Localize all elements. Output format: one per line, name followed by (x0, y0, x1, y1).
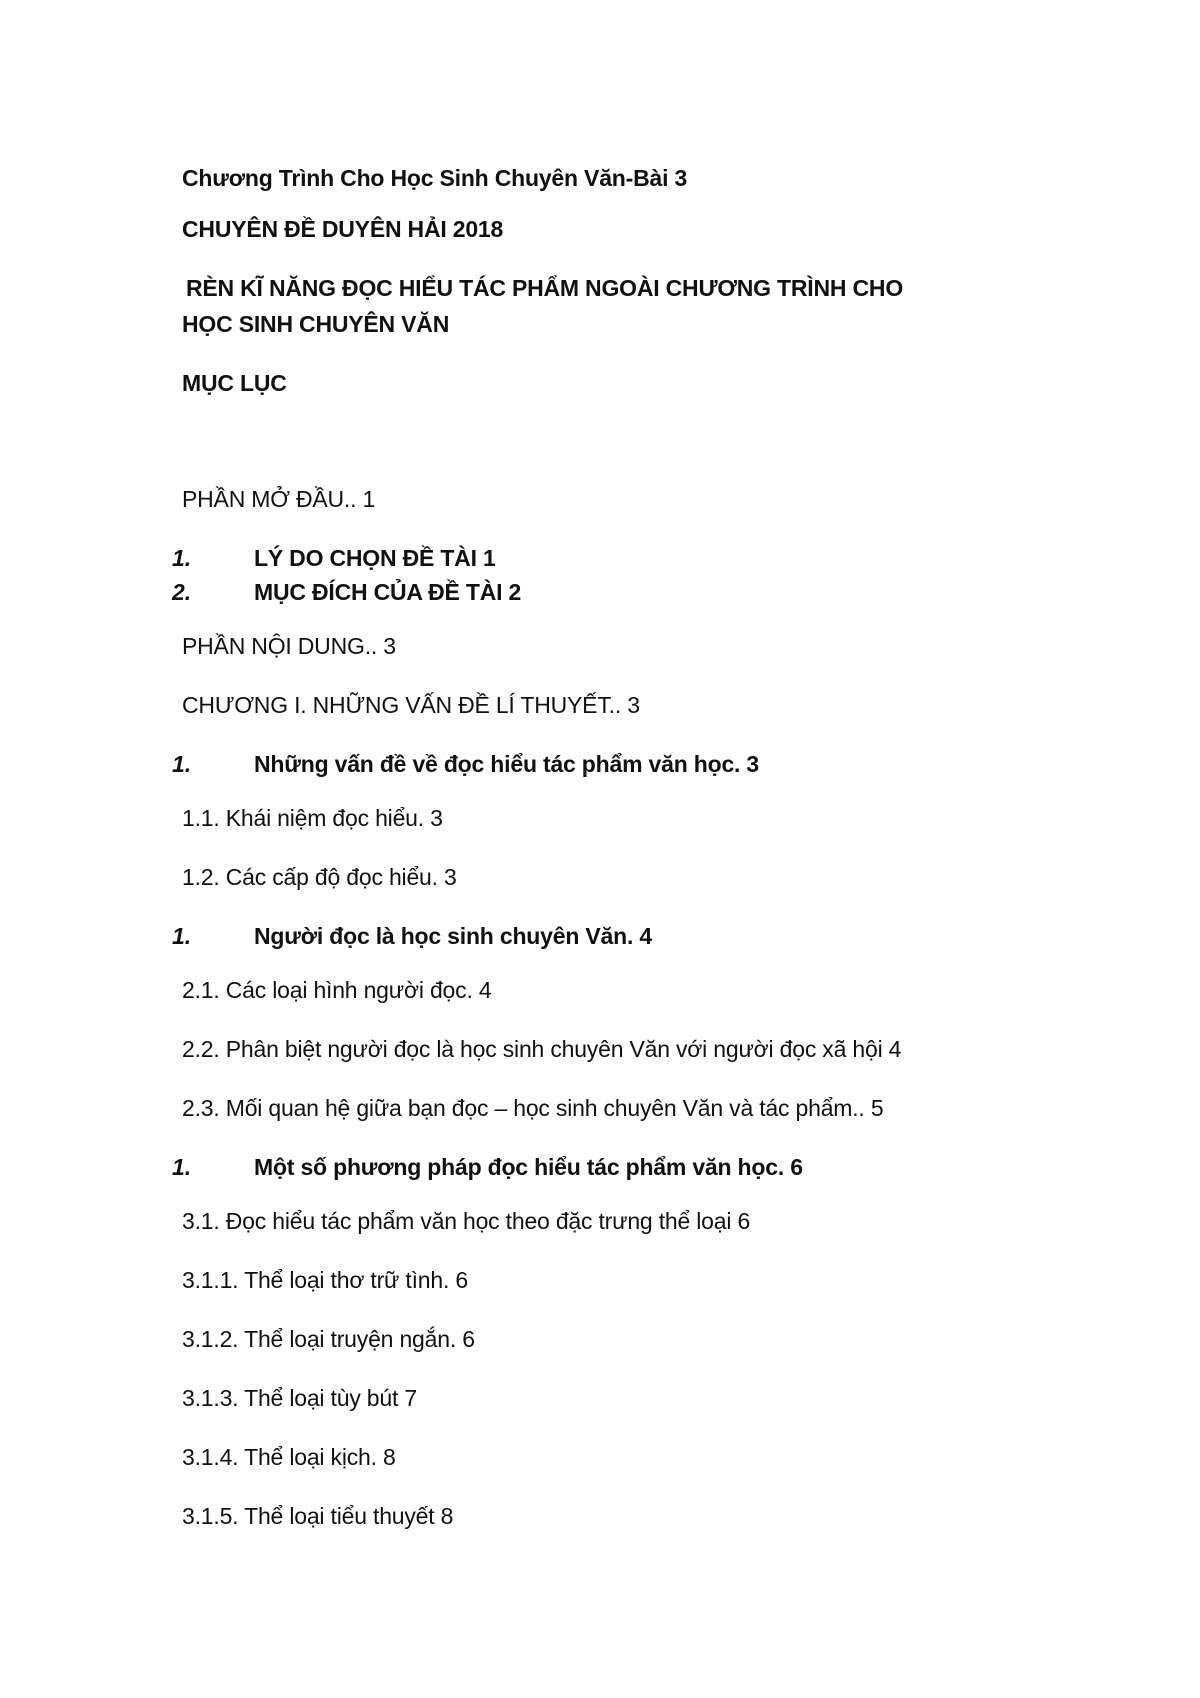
toc-subentry: 3.1.4. Thể loại kịch. 8 (182, 1444, 396, 1470)
toc-entry-text: MỤC ĐÍCH CỦA ĐỀ TÀI 2 (254, 579, 522, 605)
toc-subentry: 3.1. Đọc hiểu tác phẩm văn học theo đặc trưng thể loại 6 (182, 1208, 751, 1234)
toc-subentry: 2.1. Các loại hình người đọc. 4 (182, 977, 492, 1003)
toc-heading: MỤC LỤC (182, 370, 287, 396)
toc-section-text: Người đọc là học sinh chuyên Văn. 4 (254, 923, 652, 949)
toc-subentry: 2.2. Phân biệt người đọc là học sinh chuyên Văn với người đọc xã hội 4 (182, 1036, 902, 1062)
toc-section-text: Những vấn đề về đọc hiểu tác phẩm văn học. 3 (254, 751, 760, 777)
toc-section-text: Một số phương pháp đọc hiểu tác phẩm văn học. 6 (254, 1154, 803, 1180)
toc-part-intro: PHẦN MỞ ĐẦU.. 1 (182, 486, 376, 512)
toc-subentry: 1.1. Khái niệm đọc hiểu. 3 (182, 805, 443, 831)
toc-part-content: PHẦN NỘI DUNG.. 3 (182, 633, 396, 659)
toc-entry-number: 2. (172, 579, 192, 605)
document-subtitle: CHUYÊN ĐỀ DUYÊN HẢI 2018 (182, 216, 504, 242)
toc-subentry: 2.3. Mối quan hệ giữa bạn đọc – học sinh chuyên Văn và tác phẩm.. 5 (182, 1095, 884, 1121)
toc-subentry: 3.1.3. Thể loại tùy bút 7 (182, 1385, 417, 1411)
toc-subentry: 3.1.1. Thể loại thơ trữ tình. 6 (182, 1267, 468, 1293)
toc-entry-number: 1. (172, 545, 192, 571)
toc-entry-text: LÝ DO CHỌN ĐỀ TÀI 1 (254, 545, 496, 571)
toc-subentry: 3.1.2. Thể loại truyện ngắn. 6 (182, 1326, 475, 1352)
topic-line-1: RÈN KĨ NĂNG ĐỌC HIỂU TÁC PHẨM NGOÀI CHƯƠNG TRÌNH CHO (186, 275, 904, 301)
topic-line-2: HỌC SINH CHUYÊN VĂN (182, 311, 450, 337)
document-title: Chương Trình Cho Học Sinh Chuyên Văn-Bài 3 (182, 165, 688, 191)
toc-section-number: 1. (172, 751, 192, 777)
toc-subentry: 3.1.5. Thể loại tiểu thuyết 8 (182, 1503, 454, 1529)
toc-section-number: 1. (172, 923, 192, 949)
toc-section-number: 1. (172, 1154, 192, 1180)
toc-subentry: 1.2. Các cấp độ đọc hiểu. 3 (182, 864, 457, 890)
toc-chapter: CHƯƠNG I. NHỮNG VẤN ĐỀ LÍ THUYẾT.. 3 (182, 692, 640, 718)
